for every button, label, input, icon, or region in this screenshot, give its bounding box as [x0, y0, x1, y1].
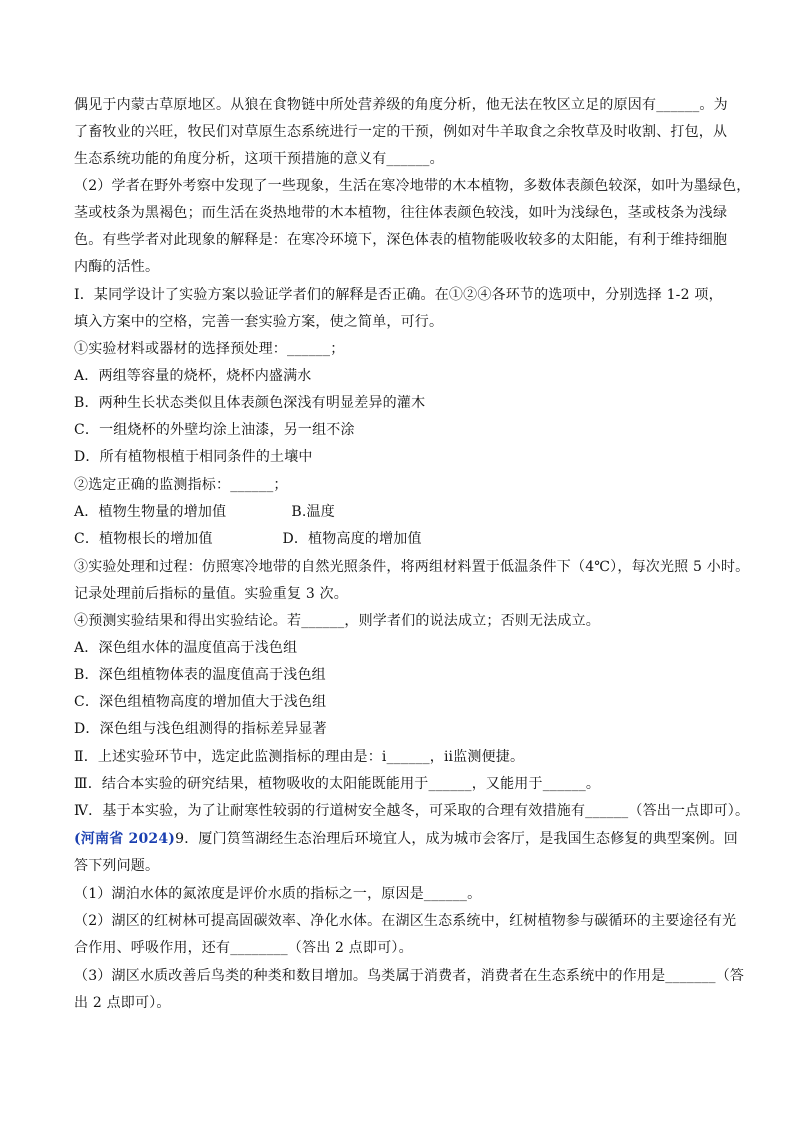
- question-9-part-3: （3）湖区水质改善后鸟类的种类和数目增加。鸟类属于消费者，消费者在生态系统中的作用是_______（答: [74, 968, 745, 984]
- text-line: 生态系统功能的角度分析，这项干预措施的意义有______。: [74, 151, 444, 167]
- options-AB: A．植物生物量的增加值 B.温度: [74, 504, 335, 520]
- option-C: C．深色组植物高度的增加值大于浅色组: [74, 694, 327, 710]
- section-II: Ⅱ．上述实验环节中，选定此监测指标的理由是：ⅰ______，ⅱ监测便捷。: [74, 749, 525, 765]
- section-I: Ⅰ．某同学设计了实验方案以验证学者们的解释是否正确。在①②④各环节的选项中，分别选择 1-2 项，: [74, 287, 723, 303]
- text-line: 出 2 点即可）。: [74, 995, 171, 1011]
- step-4: ④预测实验结果和得出实验结论。若______，则学者们的说法成立；否则无法成立。: [74, 613, 600, 629]
- question-9-text: 9．厦门筼筜湖经生态治理后环境宜人，成为城市会客厅，是我国生态修复的典型案例。回: [175, 831, 738, 847]
- step-2: ②选定正确的监测指标：______；: [74, 477, 288, 493]
- option-A: A．两组等容量的烧杯，烧杯内盛满水: [74, 368, 312, 384]
- step-1: ①实验材料或器材的选择预处理：______；: [74, 341, 345, 357]
- text-line: 了畜牧业的兴旺，牧民们对草原生态系统进行一定的干预，例如对牛羊取食之余牧草及时收割、打包，从: [74, 124, 728, 140]
- section-III: Ⅲ．结合本实验的研究结果，植物吸收的太阳能既能用于______，又能用于______。: [74, 776, 601, 792]
- option-B: B．两种生长状态类似且体表颜色深浅有明显差异的灌木: [74, 395, 426, 411]
- option-D: D．所有植物根植于相同条件的土壤中: [74, 449, 313, 465]
- text-line: 合作用、呼吸作用，还有________（答出 2 点即可）。: [74, 940, 413, 956]
- option-C: C．一组烧杯的外壁均涂上油漆，另一组不涂: [74, 422, 355, 438]
- question-part-2: （2）学者在野外考察中发现了一些现象，生活在寒冷地带的木本植物，多数体表颜色较深，如叶为墨绿色，: [74, 178, 751, 194]
- options-CD: C．植物根长的增加值 D．植物高度的增加值: [74, 531, 422, 547]
- text-line: 偶见于内蒙古草原地区。从狼在食物链中所处营养级的角度分析，他无法在牧区立足的原因有______。为: [74, 97, 728, 113]
- text-line: 记录处理前后指标的量值。实验重复 3 次。: [74, 586, 349, 602]
- step-3: ③实验处理和过程：仿照寒冷地带的自然光照条件，将两组材料置于低温条件下（4℃），每次光照 5 小时。: [74, 559, 750, 575]
- question-9-part-2: （2）湖区的红树林可提高固碳效率、净化水体。在湖区生态系统中，红树植物参与碳循环的主要途径有光: [74, 913, 737, 929]
- text-line: 色。有些学者对此现象的解释是：在寒冷环境下，深色体表的植物能吸收较多的太阳能，有利于维持细胞: [74, 232, 728, 248]
- text-line: 答下列问题。: [74, 858, 160, 874]
- option-B: B．深色组植物体表的温度值高于浅色组: [74, 667, 326, 683]
- text-line: 茎或枝条为黑褐色；而生活在炎热地带的木本植物，往往体表颜色较浅，如叶为浅绿色，茎或枝条为浅绿: [74, 205, 728, 221]
- question-9: [74, 829, 738, 849]
- text-line: 内酶的活性。: [74, 259, 160, 275]
- text-line: 填入方案中的空格，完善一套实验方案，使之简单，可行。: [74, 314, 444, 330]
- question-9-part-1: （1）湖泊水体的氮浓度是评价水质的指标之一，原因是______。: [74, 886, 482, 902]
- section-IV: Ⅳ．基于本实验，为了让耐寒性较弱的行道树安全越冬，可采取的合理有效措施有______（答出一点即可）。: [74, 803, 750, 819]
- option-A: A．深色组水体的温度值高于浅色组: [74, 640, 298, 656]
- option-D: D．深色组与浅色组测得的指标差异显著: [74, 721, 327, 737]
- source-tag: (河南省 2024): [74, 831, 176, 847]
